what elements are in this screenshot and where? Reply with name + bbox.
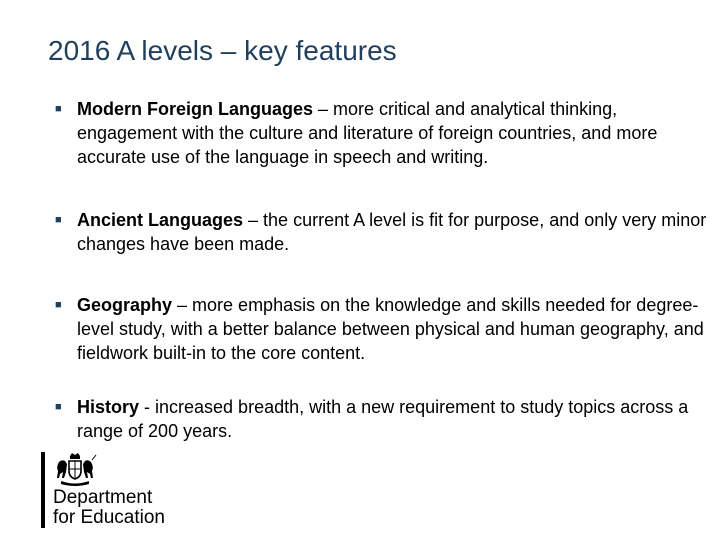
square-bullet-icon: ■ <box>55 103 62 115</box>
bullet-term: Ancient Languages <box>77 210 244 230</box>
bullet-text <box>77 293 710 365</box>
bullet-description: - increased breadth, with a new requirement to study topics across a range of 200 years. <box>77 397 689 441</box>
bullet-description: – more emphasis on the knowledge and skills needed for degree-level study, with a better balance between physical and human geography, and fieldwork built-in to the core content. <box>77 295 704 363</box>
bullet-description: – more critical and analytical thinking, engagement with the culture and literature of foreign countries, and more accurate use of the language in speech and writing. <box>77 99 658 167</box>
logo-divider <box>41 452 45 528</box>
square-bullet-icon: ■ <box>55 299 62 311</box>
slide-title: 2016 A levels – key features <box>48 35 397 66</box>
bullet-item-ancient-languages <box>55 208 710 256</box>
bullet-description: – the current A level is fit for purpose, and only very minor changes have been made. <box>77 210 707 254</box>
bullet-text <box>77 395 710 443</box>
bullet-term: Modern Foreign Languages <box>77 99 314 119</box>
logo-wordmark <box>53 488 165 528</box>
bullet-item-history <box>55 395 710 443</box>
logo-line-for-education: for Education <box>53 507 165 528</box>
bullet-item-geography <box>55 293 710 365</box>
bullet-term: Geography <box>77 295 173 315</box>
royal-coat-of-arms-icon <box>51 452 99 488</box>
square-bullet-icon: ■ <box>55 401 62 413</box>
bullet-item-modern-foreign-languages <box>55 97 710 169</box>
square-bullet-icon: ■ <box>55 214 62 226</box>
bullet-term: History <box>77 397 140 417</box>
bullet-text <box>77 97 710 169</box>
department-for-education-logo <box>41 452 181 530</box>
logo-line-department: Department <box>53 487 153 508</box>
bullet-text <box>77 208 710 256</box>
